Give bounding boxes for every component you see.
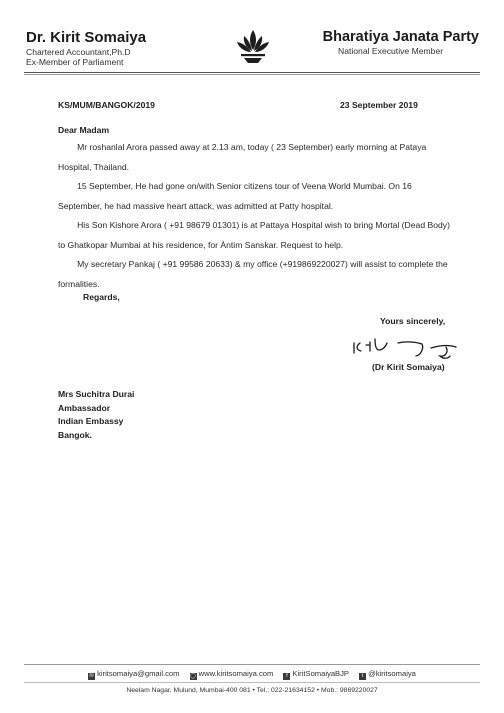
body-paragraph-4: My secretary Pankaj ( +91 99586 20633) & my office (+919869220027) will assist to complete the formalities.	[58, 259, 448, 289]
mail-icon: ✉	[89, 673, 94, 679]
signature-image	[346, 329, 464, 363]
body-paragraph-1: Mr roshanlal Arora passed away at 2.13 am, today ( 23 September) early morning at Pataya Hospital, Thailand.	[58, 142, 427, 172]
twitter-link[interactable]	[359, 669, 416, 680]
recipient-title: Ambassador	[58, 402, 111, 413]
globe-icon: ◯	[190, 673, 196, 679]
email-text: kiritsomaiya@gmail.com	[97, 669, 180, 678]
twitter-icon: t	[359, 673, 366, 680]
footer-divider-secondary	[24, 682, 480, 683]
footer-address: Neelam Nagar, Mulund, Mumbai-400 081 • Tel.: 022-21634152 • Mob.: 9869220027	[126, 687, 378, 694]
salutation: Dear Madam	[58, 125, 110, 135]
recipient-city: Bangok.	[58, 429, 92, 440]
footer-divider	[24, 664, 480, 665]
party-role: National Executive Member	[338, 46, 444, 56]
email-link[interactable]	[88, 669, 179, 680]
recipient-address	[58, 388, 134, 442]
regards: Regards,	[83, 292, 120, 302]
facebook-icon: f	[283, 673, 290, 680]
sender-former-role: Ex-Member of Parliament	[26, 57, 124, 67]
twitter-text: @kiritsomaiya	[368, 669, 416, 678]
website-text: www.kiritsomaiya.com	[198, 669, 274, 678]
website-link[interactable]	[190, 669, 274, 680]
facebook-text: KiritSomaiyaBJP	[292, 669, 349, 678]
party-name: Bharatiya Janata Party	[322, 29, 479, 45]
body-paragraph-2: 15 September, He had gone on/with Senior citizens tour of Veena World Mumbai. On 16 September, he had massive heart attack, was admitted at Patty hospital.	[58, 181, 412, 211]
facebook-link[interactable]	[283, 669, 349, 680]
letter-body	[58, 138, 458, 294]
signatory-name: (Dr Kirit Somaiya)	[372, 362, 445, 372]
recipient-organization: Indian Embassy	[58, 416, 124, 426]
sender-name: Dr. Kirit Somaiya	[26, 29, 147, 46]
lotus-icon	[236, 28, 270, 66]
closing: Yours sincerely,	[380, 316, 446, 326]
header-divider	[24, 72, 480, 73]
body-paragraph-3: His Son Kishore Arora ( +91 98679 01301) is at Pattaya Hospital wish to bring Mortal (Dead Body) to Ghatkopar Mumbai at his residence, for Àntim Sanskar. Request to help.	[58, 220, 450, 250]
footer-contacts	[0, 669, 504, 680]
letter-date: 23 September 2019	[340, 100, 418, 110]
recipient-name: Mrs Suchitra Durai	[58, 389, 135, 399]
header-divider-secondary	[24, 74, 480, 75]
sender-qualification: Chartered Accountant,Ph.D	[26, 47, 131, 57]
reference-number: KS/MUM/BANGOK/2019	[58, 100, 155, 110]
